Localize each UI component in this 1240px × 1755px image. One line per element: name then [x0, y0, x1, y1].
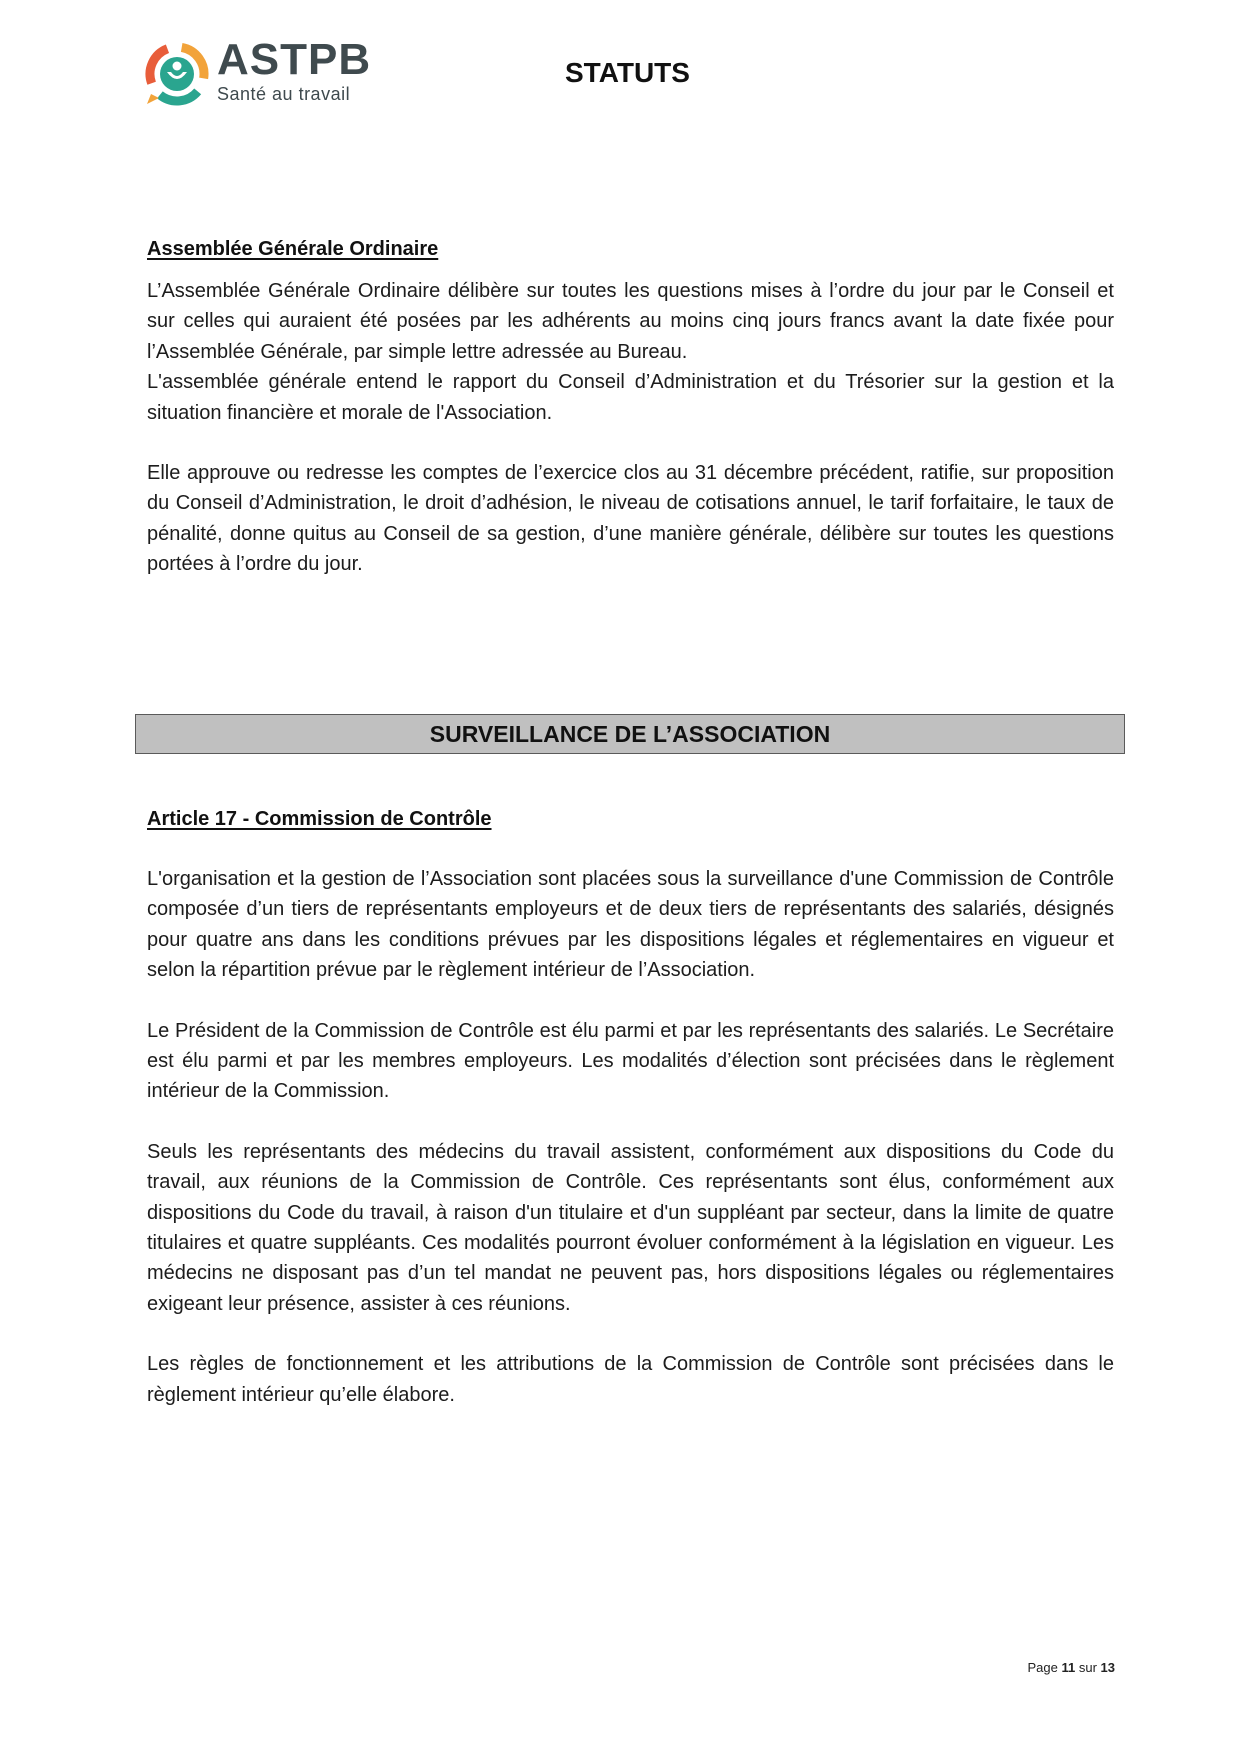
- logo-tagline: Santé au travail: [217, 84, 351, 104]
- section-banner-title: SURVEILLANCE DE L’ASSOCIATION: [429, 721, 831, 747]
- article-17-paragraph-4: Les règles de fonctionnement et les attributions de la Commission de Contrôle sont précisées dans le règlement intérieur qu’elle élabore.: [147, 1353, 1114, 1406]
- article-17-paragraph-1: L'organisation et la gestion de l’Association sont placées sous la surveillance d'une Commission de Contrôle composée d’un tiers de représentants employeurs et de deux tiers de représentants des salariés, désignés pour quatre ans dans les conditions prévues par les dispositions légales et réglementaires en vigueur et selon la répartition prévue par le règlement intérieur de l’Association.: [147, 868, 1114, 982]
- article-17-heading: Article 17 - Commission de Contrôle: [147, 808, 492, 830]
- page-current: 11: [1061, 1660, 1076, 1675]
- astpb-logo: [145, 35, 385, 104]
- logo-title: ASTPB: [217, 35, 372, 84]
- page-number: [1027, 1660, 1115, 1675]
- ago-section: [147, 234, 1114, 580]
- astpb-logo-icon: [145, 42, 209, 106]
- document-title: STATUTS: [565, 57, 690, 88]
- page-total: 13: [1100, 1660, 1115, 1675]
- ago-paragraph-3: Elle approuve ou redresse les comptes de l’exercice clos au 31 décembre précédent, ratifie, sur proposition du Conseil d’Administration, le droit d’adhésion, le niveau de cotisations annuel, le tarif forfaitaire, le taux de pénalité, donne quitus au Conseil de sa gestion, d’une manière générale, délibère sur toutes les questions portées à l’ordre du jour.: [147, 462, 1114, 576]
- section-banner: [135, 714, 1125, 754]
- article-17-paragraph-2: Le Président de la Commission de Contrôle est élu parmi et par les représentants des salariés. Le Secrétaire est élu parmi et par les membres employeurs. Les modalités d’élection sont précisées dans le règlement intérieur de la Commission.: [147, 1019, 1114, 1103]
- ago-heading: Assemblée Générale Ordinaire: [147, 238, 439, 260]
- ago-paragraph-1: L’Assemblée Générale Ordinaire délibère sur toutes les questions mises à l’ordre du jour par le Conseil et sur celles qui auraient été posées par les adhérents au moins cinq jours francs avant la date fixée pour l’Assemblée Générale, par simple lettre adressée au Bureau.: [147, 280, 1114, 363]
- of-label: sur: [1078, 1660, 1097, 1675]
- article-17-paragraph-3: Seuls les représentants des médecins du travail assistent, conformément aux dispositions du Code du travail, aux réunions de la Commission de Contrôle. Ces représentants sont élus, conformément aux dispositions du Code du travail, à raison d'un titulaire et d'un suppléant par secteur, dans la limite de quatre titulaires et quatre suppléants. Ces modalités pourront évoluer conformément à la législation en vigueur. Les médecins ne disposant pas d’un tel mandat ne peuvent pas, hors dispositions légales ou réglementaires exigeant leur présence, assister à ces réunions.: [147, 1140, 1114, 1315]
- ago-paragraph-2: L'assemblée générale entend le rapport du Conseil d’Administration et du Trésorier sur la gestion et la situation financière et morale de l'Association.: [147, 371, 1114, 424]
- article-17-section: [147, 804, 1114, 1410]
- page-label: Page: [1027, 1660, 1058, 1675]
